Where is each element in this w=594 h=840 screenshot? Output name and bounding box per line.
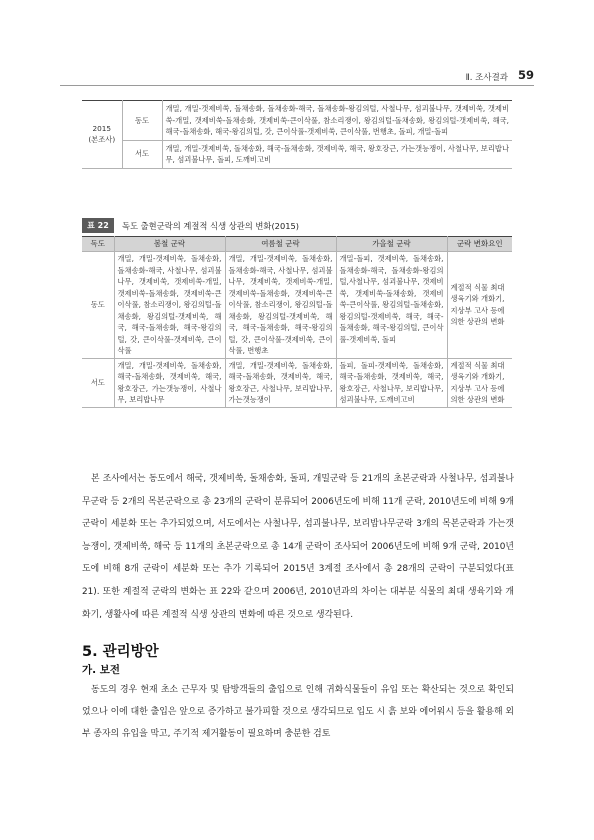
spring-cell: 개밀, 개밀-갯제비쑥, 돌채송화, 돌채송화-해국, 사철나무, 섬괴불나무, 갯제비쑥, 갯제비쑥-개밀, 갯제비쑥-돌채송화, 갯제비쑥-큰이삭풀, 참소리쟁이, 왕김의털-돌채송화, 왕김의털-갯제비쑥, 해국, 해국-돌채송화, 해국-왕김의털, 갓, 큰이삭풀-갯제비쑥, 큰이삭풀 — [114, 252, 225, 359]
site-cell: 동도 — [122, 101, 162, 141]
community-list-table — [82, 100, 512, 169]
site-cell: 서도 — [122, 140, 162, 168]
table-number-badge: 표 22 — [82, 218, 114, 233]
autumn-cell: 개밀-돌피, 갯제비쑥, 돌채송화, 돌채송화-해국, 돌채송화-왕김의털,사철나무, 섬괴불나무, 갯제비쑥, 갯제비쑥-돌채송화, 갯제비쑥-큰이삭풀, 왕김의털-돌채송화, 왕김의털-갯제비쑥, 해국, 해국-돌채송화, 해국-왕김의털, 큰이삭풀-갯제비쑥, 돌피 — [336, 252, 447, 359]
vegetation-cell: 개밀, 개밀-갯제비쑥, 돌채송화, 돌채송화-해국, 돌채송화-왕김의털, 사철나무, 섬괴불나무, 갯제비쑥, 갯제비쑥-개밀, 갯제비쑥-돌채송화, 갯제비쑥-큰이삭풀, 참소리쟁이, 왕김의털-돌채송화, 왕김의털-갯제비쑥, 해국, 해국-돌채송화, 해국-왕김의털, 갓, 큰이삭풀-갯제비쑥, 큰이삭풀, 번행초, 돌피, 개밀-돌피 — [162, 101, 512, 141]
site-cell: 서도 — [82, 358, 114, 407]
table-row — [82, 252, 512, 359]
site-cell: 동도 — [82, 252, 114, 359]
seasonal-change-table — [82, 236, 512, 408]
table-row — [82, 101, 512, 141]
vegetation-cell: 개밀, 개밀-갯제비쑥, 돌채송화, 해국-돌채송화, 갯제비쑥, 해국, 왕호장근, 가는갯능쟁이, 사철나무, 보리밥나무, 섬괴불나무, 돌피, 도깨비고비 — [162, 140, 512, 168]
column-header: 봄철 군락 — [114, 237, 225, 252]
column-header: 여름철 군락 — [225, 237, 336, 252]
column-header: 군락 변화요인 — [447, 237, 512, 252]
table-row — [82, 140, 512, 168]
summer-cell: 개밀, 개밀-갯제비쑥, 돌채송화, 해국-돌채송화, 갯제비쑥, 해국, 왕호장근, 사철나무, 보리밥나무, 가는갯능쟁이 — [225, 358, 336, 407]
table-title: 독도 출현군락의 계절적 식생 상관의 변화(2015) — [122, 221, 300, 231]
table-header-row — [82, 237, 512, 252]
autumn-cell: 돌피, 돌피-갯제비쑥, 돌채송화, 해국-돌채송화, 갯제비쑥, 해국, 왕호장근, 사철나무, 보리밥나무, 섬괴불나무, 도깨비고비 — [336, 358, 447, 407]
body-paragraph: 본 조사에서는 동도에서 해국, 갯제비쑥, 돌채송화, 돌피, 개밀군락 등 21개의 초본군락과 사철나무, 섬괴불나무군락 등 2개의 목본군락으로 총 23개의 군락이 분류되어 2006년도에 비해 11개 군락, 2010년도에 비해 9개 군락이 세분화 또는 추가되었으며, 서도에서는 사철나무, 섬괴불나무, 보리밥나무군락 3개의 목본군락과 가는갯능쟁이, 갯제비쑥, 해국 등 11개의 초본군락으로 총 14개 군락이 조사되어 2006년도에 비해 9개 군락, 2010년도에 비해 8개 군락이 세분화 또는 추가 기록되어 2015년 3계절 조사에서 총 28개의 군락이 구분되었다(표 21). 또한 계절적 군락의 변화는 표 22와 같으며 2006년, 2010년과의 차이는 대부분 식물의 최대 생육기와 개화기, 생활사에 따른 계절적 식생 상관의 변화에 따른 것으로 생각된다. — [82, 474, 514, 620]
factor-cell: 계절적 식물 최대생육기와 개화기, 지상부 고사 등에 의한 상관의 변화 — [447, 358, 512, 407]
chapter-label: Ⅱ. 조사결과 — [465, 73, 508, 83]
page-header — [60, 64, 534, 86]
year-cell: 2015 (본조사) — [82, 101, 122, 169]
table-caption — [82, 218, 512, 233]
table-row — [82, 358, 512, 407]
column-header: 가을철 군락 — [336, 237, 447, 252]
subsection-heading: 가. 보전 — [82, 664, 121, 676]
section-heading: 5. 관리방안 — [82, 644, 159, 660]
summer-cell: 개밀, 개밀-갯제비쑥, 돌채송화, 돌채송화-해국, 사철나무, 섬괴불나무, 갯제비쑥, 갯제비쑥-개밀, 갯제비쑥-돌채송화, 갯제비쑥-큰이삭풀, 참소리쟁이, 왕김의털-돌채송화, 왕김의털-갯제비쑥, 해국, 해국-돌채송화, 해국-왕김의털, 갓, 큰이삭풀-갯제비쑥, 큰이삭풀, 번행초 — [225, 252, 336, 359]
factor-cell: 계절적 식물 최대생육기와 개화기, 지상부 고사 등에 의한 상관의 변화 — [447, 252, 512, 359]
spring-cell: 개밀, 개밀-갯제비쑥, 돌채송화, 해국-돌채송화, 갯제비쑥, 해국, 왕호장근, 가는갯능쟁이, 사철나무, 보리밥나무 — [114, 358, 225, 407]
column-header: 독도 — [82, 237, 114, 252]
body-paragraph: 동도의 경우 현재 초소 근무자 및 탐방객들의 출입으로 인해 귀화식물들이 유입 또는 확산되는 것으로 확인되었으나 이에 대한 출입은 앞으로 증가하고 불가피할 것으로 생각되므로 입도 시 흙 보와 에어워시 등을 활용해 외부 종자의 유입을 막고, 주기적 제거활동이 필요하며 충분한 검토 — [82, 685, 514, 739]
page-number: 59 — [517, 68, 534, 82]
